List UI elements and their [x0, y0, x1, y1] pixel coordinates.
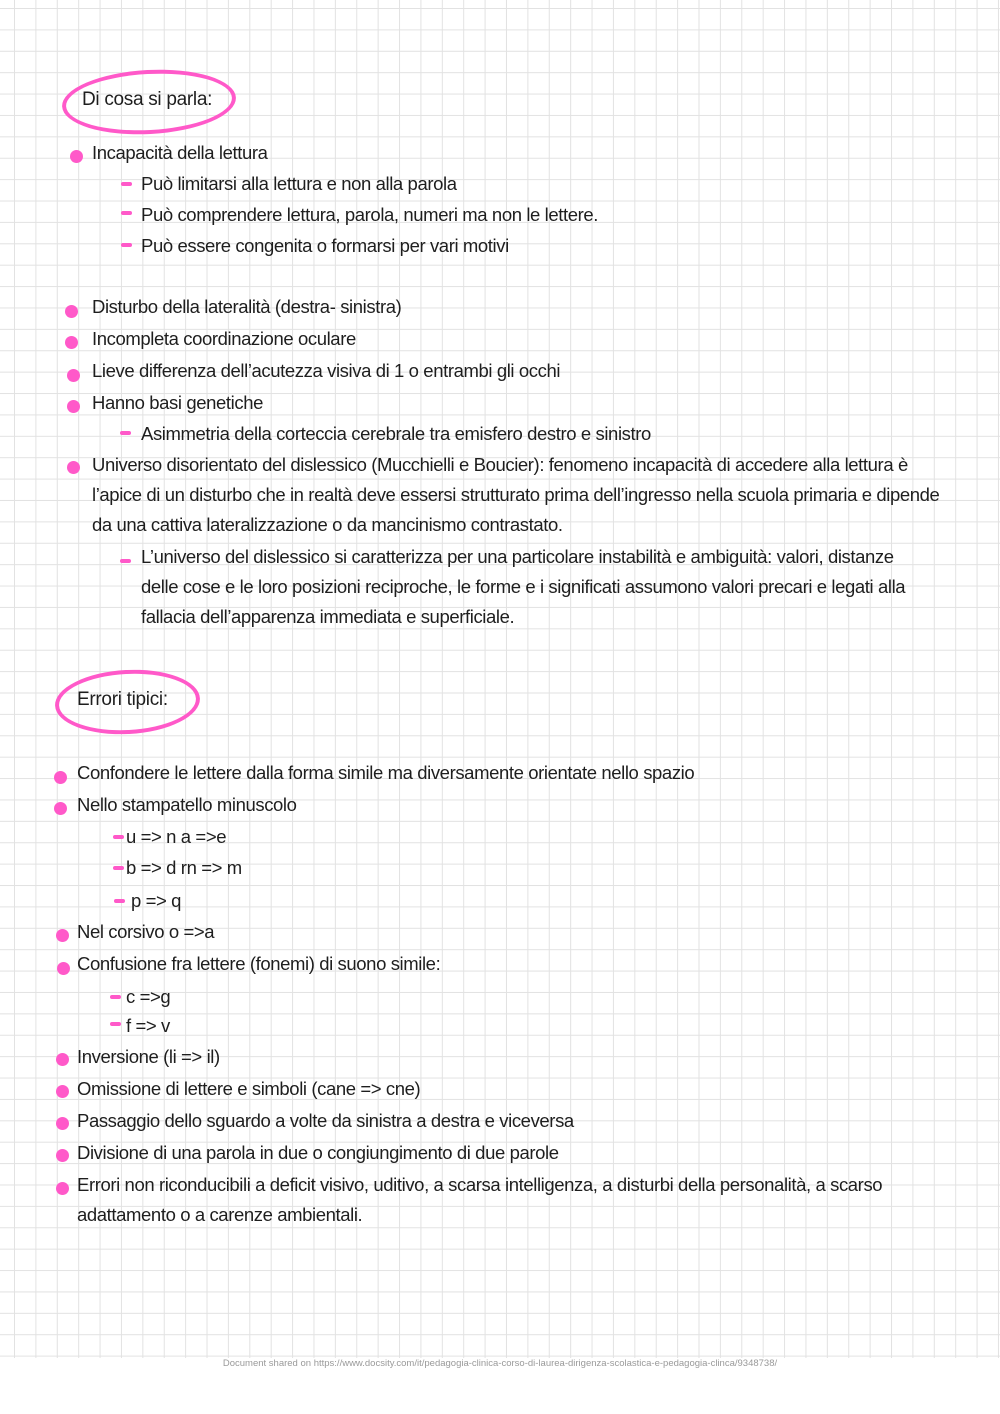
list-item: Lieve differenza dell’acutezza visiva di 1 o entrambi gli occhi — [92, 360, 561, 381]
dash-bullet-icon — [121, 182, 132, 186]
heading-text: Di cosa si parla: — [82, 89, 213, 110]
sub-list-item: Può limitarsi alla lettura e non alla parola — [141, 173, 457, 194]
sub-list-item: Può comprendere lettura, parola, numeri ma non le lettere. — [141, 204, 599, 225]
bullet-dot-icon — [67, 461, 80, 474]
list-item: Errori non riconducibili a deficit visivo, uditivo, a scarsa intelligenza, a disturbi della personalità, a scarso adattamento o a carenze ambientali. — [77, 1174, 883, 1225]
bullet-dot-icon — [54, 771, 67, 784]
sub-list-item: c =>g — [126, 986, 171, 1007]
sub-list-item: u => n a =>e — [126, 826, 227, 847]
dash-bullet-icon — [120, 559, 131, 563]
bullet-dot-icon — [56, 1117, 69, 1130]
section-heading-di-cosa-si-parla — [62, 70, 236, 134]
list-item: Omissione di lettere e simboli (cane => cne) — [77, 1078, 421, 1099]
bullet-dot-icon — [70, 150, 83, 163]
list-item: Inversione (li => il) — [77, 1046, 220, 1067]
dash-bullet-icon — [110, 995, 121, 999]
list-item: Passaggio dello sguardo a volte da sinistra a destra e viceversa — [77, 1110, 574, 1131]
sub-list-item: p => q — [131, 890, 182, 911]
sub-list-item: f => v — [126, 1015, 170, 1036]
sub-list-item: Può essere congenita o formarsi per vari motivi — [141, 235, 509, 256]
bullet-dot-icon — [56, 1149, 69, 1162]
sub-list-item: L’universo del dislessico si caratterizza per una particolare instabilità e ambiguità: valori, distanze delle cose e le loro posizioni reciproche, le forme e i significati assumono valori precari e legati alla fallacia dell’apparenza immediata e superficiale. — [141, 546, 906, 627]
dash-bullet-icon — [120, 431, 131, 435]
bullet-dot-icon — [65, 336, 78, 349]
sub-list-item: Asimmetria della corteccia cerebrale tra emisfero destro e sinistro — [141, 423, 651, 444]
sub-list-item: b => d rn => m — [126, 857, 242, 878]
bullet-dot-icon — [57, 962, 70, 975]
list-item: Nello stampatello minuscolo — [77, 794, 297, 815]
list-item: Incompleta coordinazione oculare — [92, 328, 356, 349]
dash-bullet-icon — [110, 1022, 121, 1026]
dash-bullet-icon — [113, 866, 124, 870]
bullet-dot-icon — [67, 369, 80, 382]
list-item: Nel corsivo o =>a — [77, 921, 215, 942]
list-item: Incapacità della lettura — [92, 142, 268, 163]
bullet-dot-icon — [67, 400, 80, 413]
bullet-dot-icon — [56, 1182, 69, 1195]
list-item: Confondere le lettere dalla forma simile ma diversamente orientate nello spazio — [77, 762, 695, 783]
bullet-dot-icon — [65, 305, 78, 318]
list-item: Disturbo della lateralità (destra- sinistra) — [92, 296, 402, 317]
section-heading-errori-tipici — [55, 670, 200, 734]
bullet-dot-icon — [56, 929, 69, 942]
heading-text: Errori tipici: — [77, 689, 168, 710]
bullet-dot-icon — [54, 802, 67, 815]
dash-bullet-icon — [114, 899, 125, 903]
document-footer: Document shared on https://www.docsity.com/it/pedagogia-clinica-corso-di-laurea-dirigenza-scolastica-e-pedagogia-clinca/9348738/ — [222, 1358, 778, 1369]
bullet-dot-icon — [56, 1053, 69, 1066]
dash-bullet-icon — [113, 835, 124, 839]
dash-bullet-icon — [121, 243, 132, 247]
list-item: Divisione di una parola in due o congiungimento di due parole — [77, 1142, 559, 1163]
dash-bullet-icon — [121, 211, 132, 215]
list-item: Confusione fra lettere (fonemi) di suono simile: — [77, 953, 441, 974]
list-item: Universo disorientato del dislessico (Mucchielli e Boucier): fenomeno incapacità di accedere alla lettura è l’apice di un disturbo che in realtà deve essersi strutturato prima dell’ingresso nella scuola primaria e dipende da una cattiva lateralizzazione o da mancinismo contrastato. — [92, 454, 940, 535]
bullet-dot-icon — [56, 1085, 69, 1098]
list-item: Hanno basi genetiche — [92, 392, 263, 413]
